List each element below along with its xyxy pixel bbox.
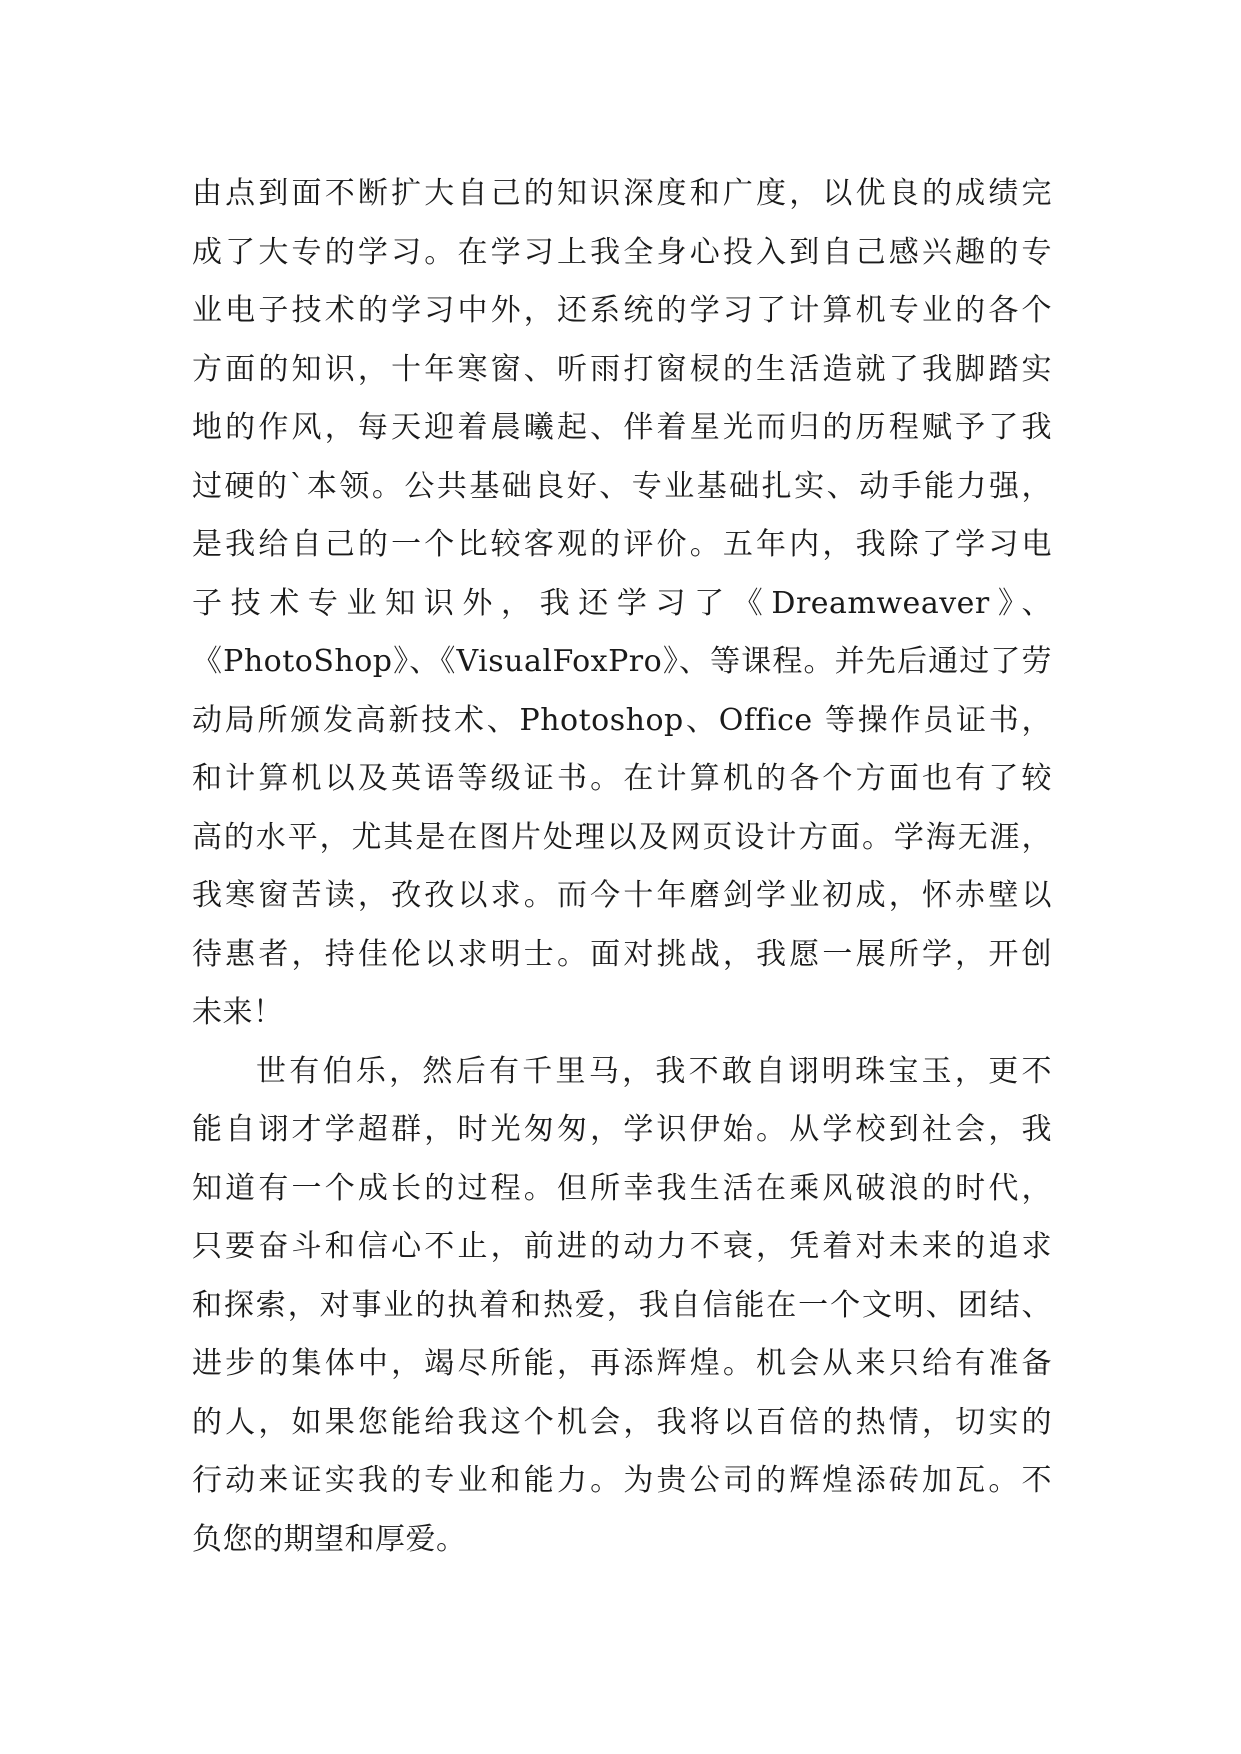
paragraph-1-line-12: 高的水平，尤其是在图片处理以及网页设计方面。学海无涯，: [192, 819, 1052, 855]
paragraph-1-line-5: 地的作风，每天迎着晨曦起、伴着星光而归的历程赋予了我: [192, 410, 1052, 445]
paragraph-2-line-5: 和探索，对事业的执着和热爱，我自信能在一个文明、团结、: [192, 1287, 1052, 1323]
paragraph-1: [192, 165, 1052, 1043]
paragraph-2-line-6: 进步的集体中，竭尽所能，再添辉煌。机会从来只给有准备: [192, 1346, 1052, 1381]
paragraph-1-line-1: 由点到面不断扩大自己的知识深度和广度，以优良的成绩完: [192, 176, 1052, 211]
paragraph-2-line-7: 的人，如果您能给我这个机会，我将以百倍的热情，切实的: [192, 1404, 1052, 1440]
paragraph-2: [192, 1043, 1052, 1570]
paragraph-2-line-8: 行动来证实我的专业和能力。为贵公司的辉煌添砖加瓦。不: [192, 1463, 1052, 1498]
paragraph-1-line-4: 方面的知识，十年寒窗、听雨打窗棂的生活造就了我脚踏实: [192, 351, 1052, 387]
paragraph-2-line-2: 能自诩才学超群，时光匆匆，学识伊始。从学校到社会，我: [192, 1112, 1052, 1147]
paragraph-1-line-6: 过硬的`本领。公共基础良好、专业基础扎实、动手能力强，: [192, 468, 1052, 504]
paragraph-1-line-15: 未来！: [192, 995, 284, 1030]
paragraph-1-line-10: 动局所颁发高新技术、Photoshop、Office 等操作员证书，: [192, 702, 1052, 738]
paragraph-1-line-7: 是我给自己的一个比较客观的评价。五年内，我除了学习电: [192, 527, 1052, 562]
paragraph-2-line-3: 知道有一个成长的过程。但所幸我生活在乘风破浪的时代，: [192, 1170, 1052, 1206]
paragraph-2-line-4: 只要奋斗和信心不止，前进的动力不衰，凭着对未来的追求: [192, 1229, 1052, 1264]
paragraph-1-line-14: 待惠者，持佳伦以求明士。面对挑战，我愿一展所学，开创: [192, 936, 1052, 972]
paragraph-2-line-9: 负您的期望和厚爱。: [192, 1521, 467, 1557]
paragraph-1-line-13: 我寒窗苦读，孜孜以求。而今十年磨剑学业初成，怀赤壁以: [192, 878, 1052, 913]
paragraph-1-line-11: 和计算机以及英语等级证书。在计算机的各个方面也有了较: [192, 761, 1052, 796]
paragraph-1-line-3: 业电子技术的学习中外，还系统的学习了计算机专业的各个: [192, 293, 1052, 328]
paragraph-1-line-2: 成了大专的学习。在学习上我全身心投入到自己感兴趣的专: [192, 234, 1052, 270]
paragraph-1-line-9: 《PhotoShop》、《VisualFoxPro》、等课程。并先后通过了劳: [192, 644, 1052, 679]
document-body: [192, 165, 1052, 1569]
paragraph-1-line-8: 子技术专业知识外，我还学习了《Dreamweaver》、: [192, 585, 1052, 621]
paragraph-2-line-1: 世有伯乐，然后有千里马，我不敢自诩明珠宝玉，更不: [256, 1053, 1052, 1089]
